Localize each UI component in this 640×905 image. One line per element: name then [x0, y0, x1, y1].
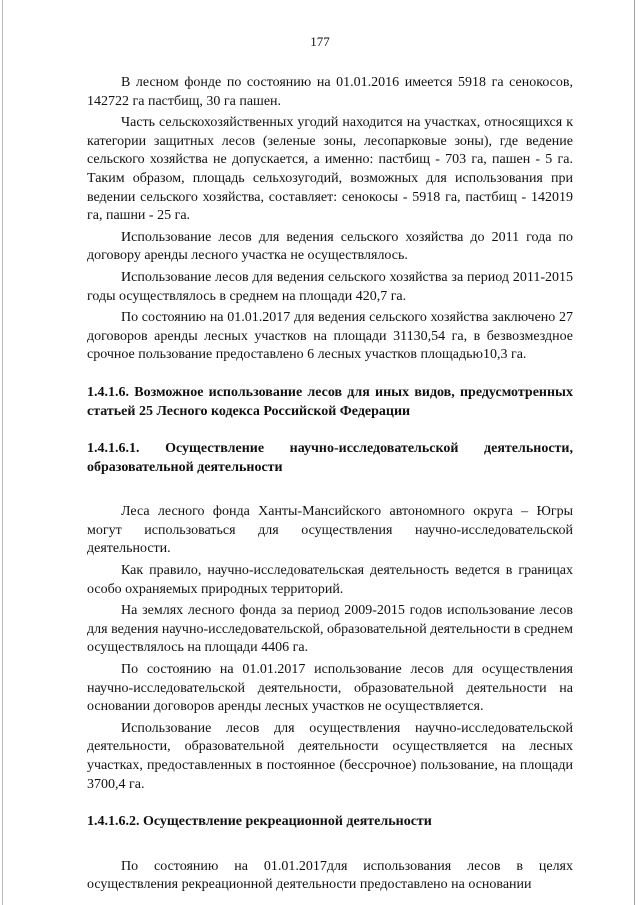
- paragraph-permanent-use: Использование лесов для осуществления научно-исследовательской деятельности, образовательной деятельности осуществляется на лесных участках, предоставленных в постоянное (бессрочное) пользование, на площади 3700,4 га.: [87, 720, 573, 792]
- section-heading-1-4-1-6-1: 1.4.1.6.1. Осуществление научно-исследовательской деятельности, образовательной деятельности: [87, 441, 573, 475]
- section-heading-1-4-1-6-2: 1.4.1.6.2. Осуществление рекреационной деятельности: [87, 814, 432, 830]
- document-body: [87, 74, 573, 895]
- paragraph-research-use: Леса лесного фонда Ханты-Мансийского автономного округа – Югры могут использоваться для осуществления научно-исследовательской деятельности.: [87, 504, 573, 557]
- paragraph-lease-contracts: По состоянию на 01.01.2017 для ведения сельского хозяйства заключено 27 договоров аренды лесных участков на площади 31130,54 га, в безвозмездное срочное пользование предоставлено 6 лесных участков площадью10,3 га.: [87, 310, 573, 363]
- paragraph-before-2011: Использование лесов для ведения сельского хозяйства до 2011 года по договору аренды лесного участка не осуществлялось.: [87, 229, 573, 264]
- paragraph-2011-2015: Использование лесов для ведения сельского хозяйства за период 2011-2015 годы осуществлялось в среднем на площади 420,7 га.: [87, 269, 573, 304]
- paragraph-hayfields-stock: В лесном фонде по состоянию на 01.01.2016 имеется 5918 га сенокосов, 142722 га пастбищ, 30 га пашен.: [87, 75, 573, 109]
- scan-edge-left: [2, 0, 3, 905]
- paragraph-recreation: По состоянию на 01.01.2017для использования лесов в целях осуществления рекреационной деятельности предоставлено на основании: [87, 858, 573, 893]
- paragraph-protective-forests: Часть сельскохозяйственных угодий находится на участках, относящихся к категории защитных лесов (зеленые зоны, лесопарковые зоны), где ведение сельского хозяйства не допускается, а именно: пастбищ - 703 га, пашен - 5 га. Таким образом, площадь сельхозугодий, возможных для использования при ведении сельского хозяйства, составляет: сенокосы - 5918 га, пастбищ - 142019 га, пашни - 25 га.: [87, 115, 573, 224]
- page-number: 177: [310, 34, 330, 49]
- paragraph-no-lease-research: По состоянию на 01.01.2017 использование лесов для осуществления научно-исследовательской деятельности, образовательной деятельности на основании договоров аренды лесных участков не осуществляется.: [87, 662, 573, 715]
- paragraph-2009-2015: На землях лесного фонда за период 2009-2015 годов использование лесов для ведения научно-исследовательской, образовательной деятельности в среднем осуществлялось на площади 4406 га.: [87, 603, 573, 656]
- paragraph-protected-areas: Как правило, научно-исследовательская деятельность ведется в границах особо охраняемых природных территорий.: [87, 563, 573, 597]
- scan-edge-right: [634, 0, 635, 905]
- section-heading-1-4-1-6: 1.4.1.6. Возможное использование лесов для иных видов, предусмотренных статьей 25 Лесного кодекса Российской Федерации: [87, 384, 573, 419]
